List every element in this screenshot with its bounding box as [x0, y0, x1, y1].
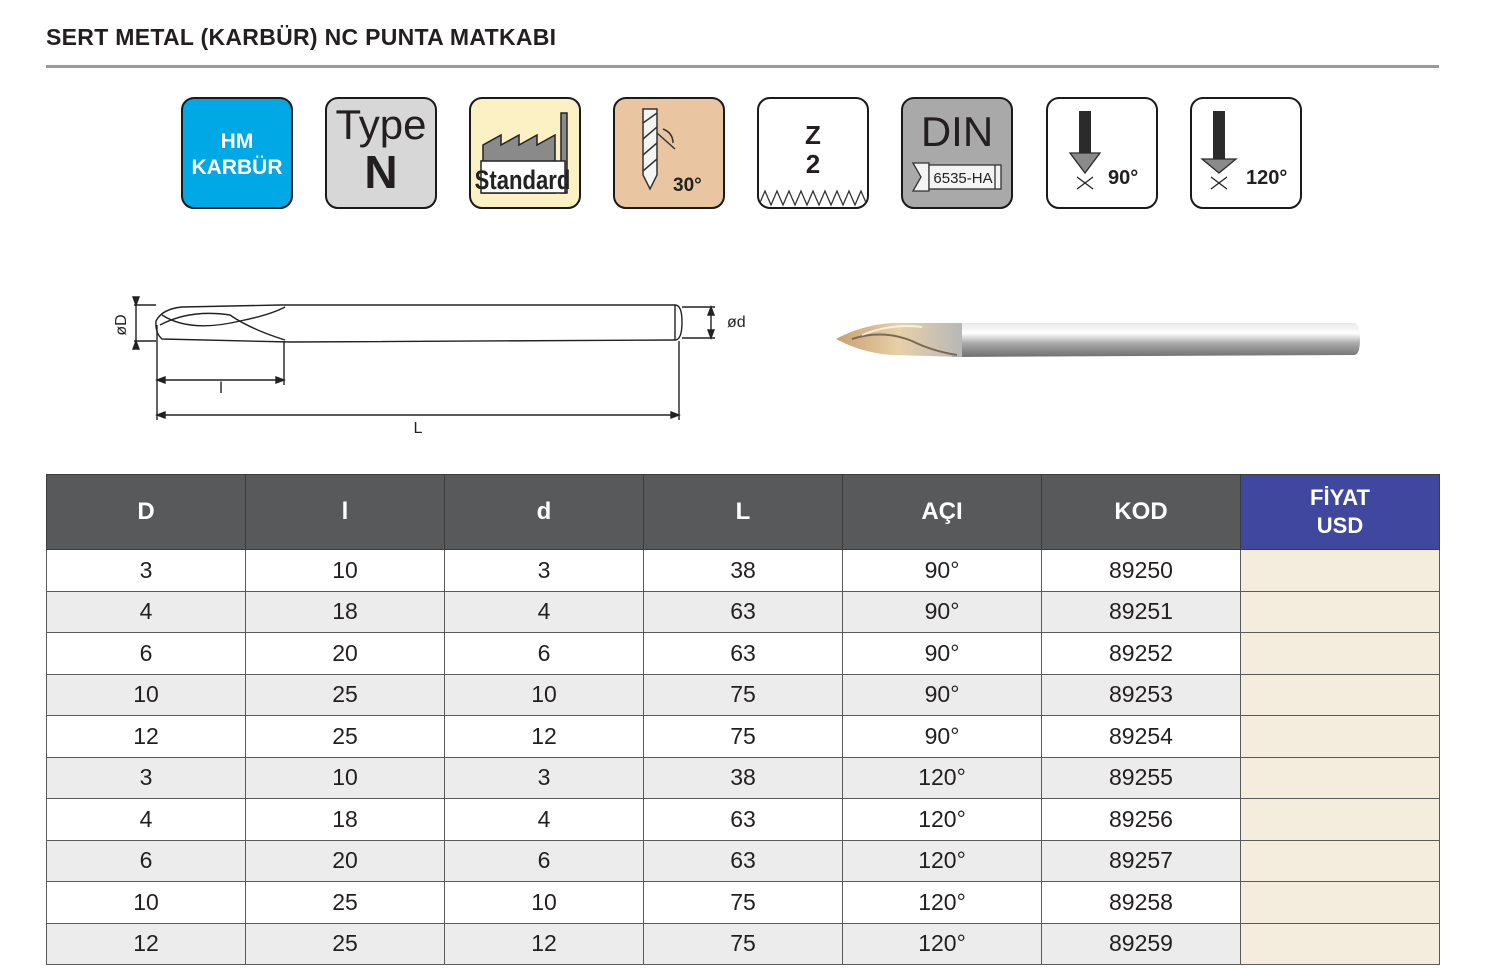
cell-d: 10 [445, 882, 644, 924]
cell-price [1241, 550, 1440, 592]
cell-code: 89259 [1042, 923, 1241, 965]
cell-price [1241, 923, 1440, 965]
cell-D: 6 [47, 840, 246, 882]
table-row [47, 674, 1440, 716]
product-table [46, 474, 1440, 965]
teeth-icon [759, 183, 867, 207]
table-header-row [47, 475, 1440, 550]
point-angle-120-label: 120° [1246, 167, 1288, 189]
carbide-badge [181, 97, 293, 209]
cell-L: 38 [644, 757, 843, 799]
title-divider [46, 65, 1439, 68]
column-header-d: d [445, 475, 644, 550]
cell-angle: 120° [843, 757, 1042, 799]
cell-L: 75 [644, 716, 843, 758]
cell-d: 4 [445, 591, 644, 633]
label-L: L [413, 420, 423, 437]
cell-l: 10 [246, 757, 445, 799]
label-d: ød [727, 314, 746, 331]
drill-product-image [832, 315, 1362, 365]
helix-angle-label: 30° [673, 175, 702, 196]
type-badge [325, 97, 437, 209]
cell-L: 75 [644, 923, 843, 965]
helix-angle-badge [613, 97, 725, 209]
price-header-line2: USD [1316, 513, 1364, 538]
cell-D: 12 [47, 716, 246, 758]
cell-D: 4 [47, 799, 246, 841]
cell-price [1241, 633, 1440, 675]
label-D: øD [113, 314, 130, 336]
cell-D: 12 [47, 923, 246, 965]
column-header-l: l [246, 475, 445, 550]
cell-l: 10 [246, 550, 445, 592]
countersink-120-icon [1192, 99, 1300, 207]
cell-L: 63 [644, 799, 843, 841]
column-header-angle: AÇI [843, 475, 1042, 550]
page-title: SERT METAL (KARBÜR) NC PUNTA MATKABI [46, 24, 557, 50]
cell-price [1241, 882, 1440, 924]
cell-price [1241, 716, 1440, 758]
cell-L: 63 [644, 633, 843, 675]
column-header-L: L [644, 475, 843, 550]
cell-code: 89250 [1042, 550, 1241, 592]
cell-code: 89255 [1042, 757, 1241, 799]
cell-D: 6 [47, 633, 246, 675]
cell-D: 3 [47, 757, 246, 799]
cell-l: 20 [246, 633, 445, 675]
cell-angle: 120° [843, 882, 1042, 924]
cell-l: 25 [246, 674, 445, 716]
point-angle-90-label: 90° [1108, 167, 1139, 189]
cell-code: 89257 [1042, 840, 1241, 882]
cell-angle: 90° [843, 633, 1042, 675]
table-row [47, 923, 1440, 965]
flutes-label: Z [805, 120, 821, 150]
cell-l: 18 [246, 799, 445, 841]
shank-icon [903, 157, 1011, 197]
cell-d: 12 [445, 716, 644, 758]
cell-code: 89251 [1042, 591, 1241, 633]
cell-l: 20 [246, 840, 445, 882]
cell-price [1241, 591, 1440, 633]
cell-L: 75 [644, 882, 843, 924]
cell-code: 89256 [1042, 799, 1241, 841]
cell-angle: 120° [843, 840, 1042, 882]
column-header-D: D [47, 475, 246, 550]
table-row [47, 550, 1440, 592]
cell-l: 25 [246, 716, 445, 758]
cell-d: 4 [445, 799, 644, 841]
din-standard-number: 6535-HA [933, 170, 993, 187]
factory-icon [471, 99, 579, 207]
cell-angle: 120° [843, 923, 1042, 965]
cell-angle: 90° [843, 591, 1042, 633]
drill-helix-icon [615, 99, 723, 207]
cell-D: 10 [47, 882, 246, 924]
din-badge [901, 97, 1013, 209]
cell-code: 89254 [1042, 716, 1241, 758]
cell-L: 75 [644, 674, 843, 716]
cell-code: 89258 [1042, 882, 1241, 924]
din-label: DIN [920, 108, 994, 155]
cell-D: 3 [47, 550, 246, 592]
cell-angle: 120° [843, 799, 1042, 841]
table-row [47, 757, 1440, 799]
column-header-code: KOD [1042, 475, 1241, 550]
point-angle-90-badge [1046, 97, 1158, 209]
carbide-badge-line2: KARBÜR [191, 156, 283, 179]
table-row [47, 799, 1440, 841]
flutes-badge [757, 97, 869, 209]
flutes-count: 2 [805, 149, 821, 179]
cell-l: 25 [246, 923, 445, 965]
cell-d: 6 [445, 633, 644, 675]
table-row [47, 840, 1440, 882]
carbide-badge-line1: HM [220, 130, 254, 153]
price-header-line1: FİYAT [1310, 485, 1370, 510]
cell-price [1241, 674, 1440, 716]
cell-D: 4 [47, 591, 246, 633]
cell-code: 89252 [1042, 633, 1241, 675]
cell-L: 63 [644, 840, 843, 882]
cell-d: 10 [445, 674, 644, 716]
standard-badge-label: Standard [474, 166, 571, 196]
table-row [47, 591, 1440, 633]
cell-l: 25 [246, 882, 445, 924]
column-header-price [1241, 475, 1440, 550]
table-row [47, 882, 1440, 924]
table-row [47, 633, 1440, 675]
label-l: l [219, 380, 223, 397]
cell-code: 89253 [1042, 674, 1241, 716]
type-badge-label: Type [335, 101, 427, 148]
cell-angle: 90° [843, 716, 1042, 758]
cell-angle: 90° [843, 550, 1042, 592]
cell-price [1241, 840, 1440, 882]
type-badge-value: N [364, 146, 398, 198]
cell-D: 10 [47, 674, 246, 716]
cell-l: 18 [246, 591, 445, 633]
cell-d: 3 [445, 550, 644, 592]
cell-price [1241, 799, 1440, 841]
point-angle-120-badge [1190, 97, 1302, 209]
technical-drawing [100, 285, 780, 445]
cell-d: 3 [445, 757, 644, 799]
cell-L: 63 [644, 591, 843, 633]
cell-L: 38 [644, 550, 843, 592]
countersink-90-icon [1048, 99, 1156, 207]
cell-price [1241, 757, 1440, 799]
cell-d: 6 [445, 840, 644, 882]
standard-badge [469, 97, 581, 209]
cell-d: 12 [445, 923, 644, 965]
cell-angle: 90° [843, 674, 1042, 716]
table-row [47, 716, 1440, 758]
